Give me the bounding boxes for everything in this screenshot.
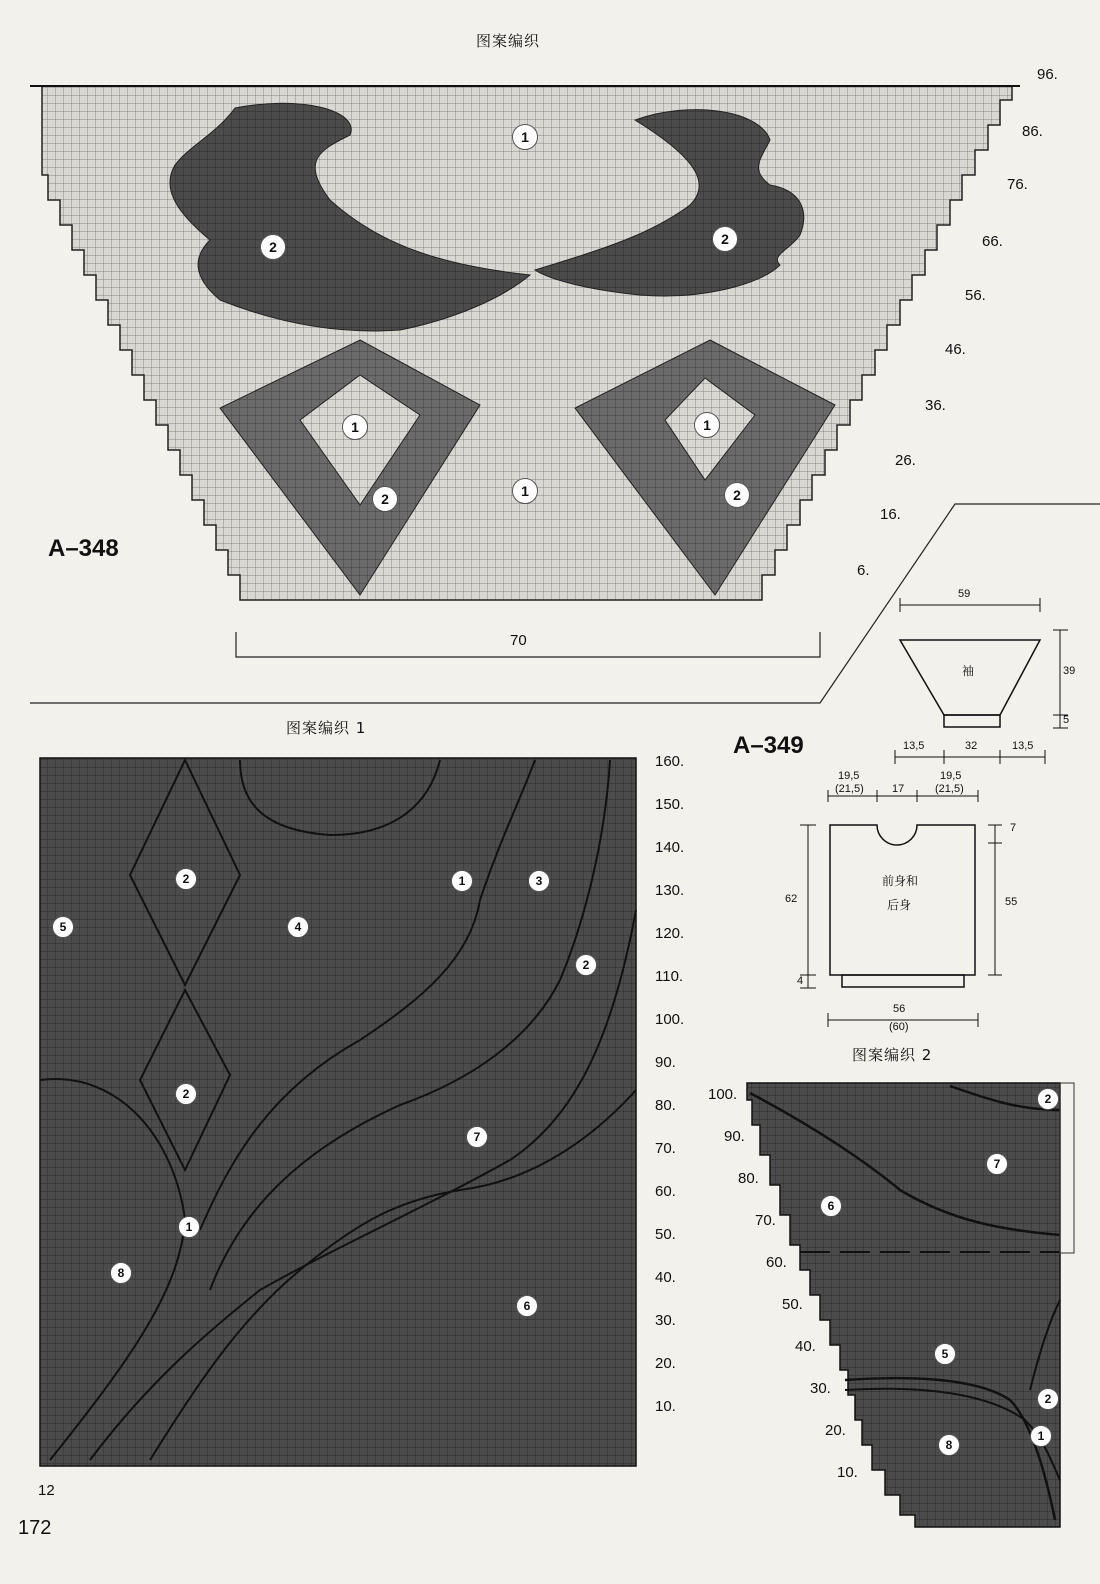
row-label: 10. bbox=[837, 1464, 858, 1481]
zone-marker: 5 bbox=[934, 1343, 956, 1365]
zone-marker: 2 bbox=[260, 234, 286, 260]
row-label: 16. bbox=[880, 506, 901, 523]
chart-pattern1-footer: 12 bbox=[38, 1482, 55, 1499]
row-label: 6. bbox=[857, 562, 870, 579]
row-label: 70. bbox=[655, 1140, 676, 1157]
zone-marker: 5 bbox=[52, 916, 74, 938]
row-label: 80. bbox=[655, 1097, 676, 1114]
row-label: 40. bbox=[655, 1269, 676, 1286]
row-label: 100. bbox=[655, 1011, 685, 1028]
row-label: 120. bbox=[655, 925, 685, 942]
row-label: 80. bbox=[738, 1170, 759, 1187]
sleeve-height: 39 bbox=[1063, 665, 1076, 677]
zone-marker: 8 bbox=[938, 1434, 960, 1456]
row-label: 76. bbox=[1007, 176, 1028, 193]
zone-marker: 1 bbox=[694, 412, 720, 438]
zone-marker: 1 bbox=[178, 1216, 200, 1238]
zone-marker: 4 bbox=[287, 916, 309, 938]
row-label: 70. bbox=[755, 1212, 776, 1229]
zone-marker: 1 bbox=[342, 414, 368, 440]
row-label: 66. bbox=[982, 233, 1003, 250]
zone-marker: 2 bbox=[712, 226, 738, 252]
row-label: 90. bbox=[724, 1128, 745, 1145]
sleeve-bottom-right: 13,5 bbox=[1012, 740, 1034, 752]
zone-marker: 1 bbox=[1030, 1425, 1052, 1447]
page-number: 172 bbox=[18, 1517, 52, 1539]
row-label: 50. bbox=[655, 1226, 676, 1243]
zone-marker: 3 bbox=[528, 870, 550, 892]
chart-a348-title: 图案编织 bbox=[476, 32, 541, 50]
row-label: 36. bbox=[925, 397, 946, 414]
zone-marker: 2 bbox=[175, 1083, 197, 1105]
row-label: 46. bbox=[945, 341, 966, 358]
row-label: 30. bbox=[810, 1380, 831, 1397]
zone-marker: 6 bbox=[820, 1195, 842, 1217]
zone-marker: 2 bbox=[1037, 1388, 1059, 1410]
body-width: 56 bbox=[893, 1003, 906, 1015]
row-label: 150. bbox=[655, 796, 685, 813]
zone-marker: 2 bbox=[575, 954, 597, 976]
row-label: 90. bbox=[655, 1054, 676, 1071]
schematic-code: A–349 bbox=[733, 732, 804, 759]
body-top-right: 19,5 bbox=[940, 770, 962, 782]
chart-a348-code: A–348 bbox=[48, 535, 119, 562]
chart-a348-width-label: 70 bbox=[510, 632, 527, 649]
chart-pattern1-title: 图案编织 1 bbox=[286, 719, 367, 737]
chart-pattern1-grid bbox=[40, 758, 636, 1466]
row-label: 56. bbox=[965, 287, 986, 304]
body-top-left-alt: (21,5) bbox=[835, 783, 864, 795]
sleeve-top-width: 59 bbox=[958, 588, 971, 600]
row-label: 50. bbox=[782, 1296, 803, 1313]
row-label: 160. bbox=[655, 753, 685, 770]
row-label: 60. bbox=[766, 1254, 787, 1271]
body-label-line2: 后身 bbox=[887, 898, 912, 912]
body-top-right-alt: (21,5) bbox=[935, 783, 964, 795]
body-total-height: 62 bbox=[785, 893, 798, 905]
body-neck-depth: 7 bbox=[1010, 822, 1017, 834]
zone-marker: 1 bbox=[512, 478, 538, 504]
zone-marker: 2 bbox=[724, 482, 750, 508]
sleeve-bottom-left: 13,5 bbox=[903, 740, 925, 752]
row-label: 130. bbox=[655, 882, 685, 899]
row-label: 20. bbox=[655, 1355, 676, 1372]
body-top-mid: 17 bbox=[892, 783, 905, 795]
chart-pattern2-title: 图案编织 2 bbox=[852, 1046, 933, 1064]
body-rib-height: 4 bbox=[797, 975, 804, 987]
row-label: 96. bbox=[1037, 66, 1058, 83]
row-label: 60. bbox=[655, 1183, 676, 1200]
zone-marker: 1 bbox=[451, 870, 473, 892]
zone-marker: 2 bbox=[372, 486, 398, 512]
zone-marker: 2 bbox=[175, 868, 197, 890]
zone-marker: 2 bbox=[1037, 1088, 1059, 1110]
row-label: 110. bbox=[655, 968, 684, 985]
row-label: 140. bbox=[655, 839, 685, 856]
body-label-line1: 前身和 bbox=[882, 874, 919, 888]
body-top-left: 19,5 bbox=[838, 770, 860, 782]
row-label: 86. bbox=[1022, 123, 1043, 140]
zone-marker: 7 bbox=[466, 1126, 488, 1148]
body-side-height: 55 bbox=[1005, 896, 1018, 908]
row-label: 100. bbox=[708, 1086, 738, 1103]
sleeve-label: 袖 bbox=[962, 664, 975, 678]
row-label: 10. bbox=[655, 1398, 676, 1415]
row-label: 40. bbox=[795, 1338, 816, 1355]
body-width-alt: (60) bbox=[889, 1021, 909, 1033]
row-label: 20. bbox=[825, 1422, 846, 1439]
row-label: 30. bbox=[655, 1312, 676, 1329]
zone-marker: 6 bbox=[516, 1295, 538, 1317]
zone-marker: 8 bbox=[110, 1262, 132, 1284]
sleeve-bottom-mid: 32 bbox=[965, 740, 978, 752]
zone-marker: 1 bbox=[512, 124, 538, 150]
chart-a348-grid bbox=[30, 86, 1020, 657]
row-label: 26. bbox=[895, 452, 916, 469]
zone-marker: 7 bbox=[986, 1153, 1008, 1175]
sleeve-cuff-height: 5 bbox=[1063, 714, 1070, 726]
